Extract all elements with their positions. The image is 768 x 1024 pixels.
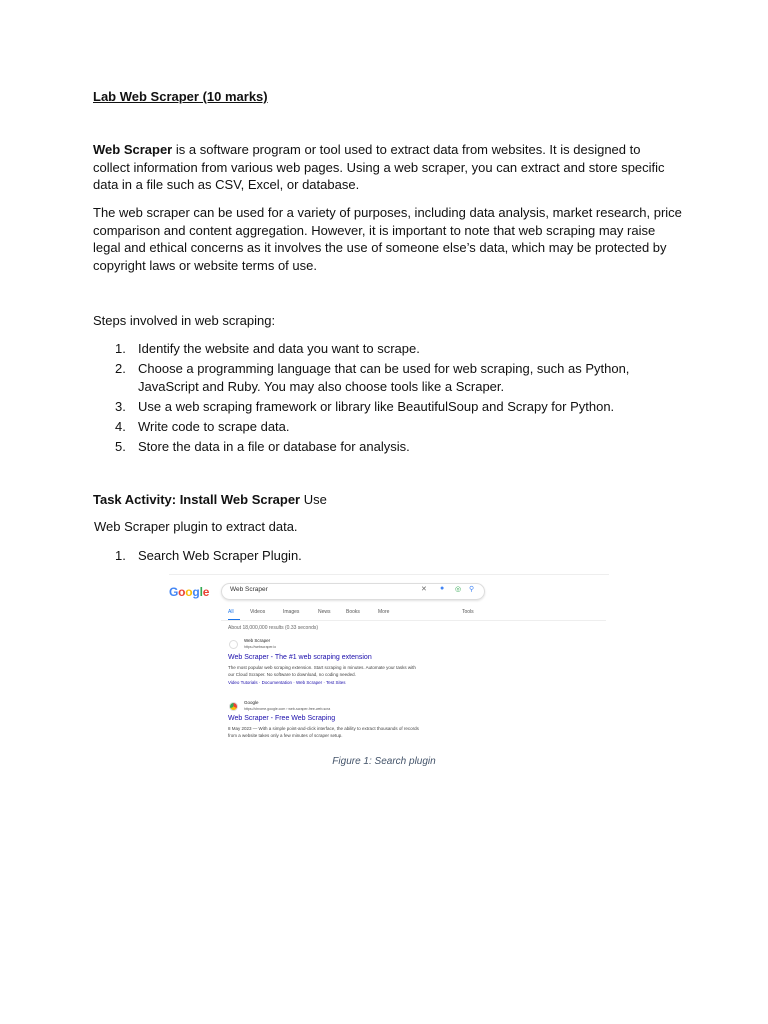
result-snippet: [228, 725, 478, 739]
google-logo: Google: [169, 585, 210, 599]
step-number: 4.: [115, 418, 126, 434]
lens-icon: ◎: [455, 586, 462, 593]
purpose-line-1: The web scraper can be used for a variety of purposes, including data analysis, market research, price: [93, 205, 682, 220]
list-item: [93, 340, 713, 358]
step-number: 3.: [115, 398, 126, 414]
step-text: Write code to scrape data.: [138, 418, 290, 434]
task-description: Web Scraper plugin to extract data.: [94, 519, 298, 534]
steps-list: [93, 340, 713, 458]
purpose-paragraph: [93, 204, 693, 274]
purpose-line-2: comparison and content aggregation. However, it is important to note that web scraping may raise: [93, 222, 656, 238]
task-steps-list: [93, 547, 713, 567]
result-snippet-line: from a website takes only a few minutes of scraper setup.: [228, 733, 343, 738]
step-number: 1.: [115, 341, 126, 356]
step-text: Use a web scraping framework or library like BeautifulSoup and Scrapy for Python.: [138, 398, 615, 414]
webscraper-favicon-icon: [229, 640, 238, 649]
document-title: Lab Web Scraper (10 marks): [93, 89, 268, 104]
result-url: https://chrome.google.com › web-scraper-free-web-scra: [244, 707, 331, 711]
intro-line-2: collect information from various web pages. Using a web scraper, you can extract and store specific: [93, 159, 665, 175]
steps-heading: Steps involved in web scraping:: [93, 313, 276, 328]
figure-caption: Figure 1: Search plugin: [332, 756, 436, 767]
step-number: 5.: [115, 438, 126, 454]
tab-all: All: [228, 609, 234, 615]
step-text: Search Web Scraper Plugin.: [138, 548, 302, 563]
search-icon: ⚲: [469, 586, 475, 593]
clear-icon: ✕: [421, 586, 427, 593]
intro-line-1-rest: is a software program or tool used to extract data from websites. It is designed to: [172, 142, 641, 157]
tab-books: Books: [346, 609, 360, 615]
tab-more: More: [378, 609, 390, 615]
result-snippet-line: 8 May 2023 — With a simple point-and-click interface, the ability to extract thousands of records: [228, 726, 419, 731]
tab-images: Images: [283, 609, 300, 615]
list-item: [93, 547, 713, 565]
task-heading-rest: Use: [300, 492, 327, 507]
intro-line-1: [93, 141, 693, 159]
list-item: [93, 438, 713, 456]
step-text: Identify the website and data you want to scrape.: [138, 341, 420, 356]
tab-videos: Videos: [250, 609, 266, 615]
search-screenshot-figure: [169, 574, 609, 749]
step-number: 1.: [115, 548, 126, 563]
list-item: [93, 418, 713, 436]
step-text: Choose a programming language that can be used for web scraping, such as Python,: [138, 361, 630, 376]
search-input: [221, 583, 485, 600]
microphone-icon: ●: [440, 585, 445, 592]
step-text: Store the data in a file or database for analysis.: [138, 438, 410, 454]
tab-tools: Tools: [462, 609, 474, 615]
screenshot-border: [169, 574, 609, 575]
list-item: [93, 360, 713, 395]
result-site: Google: [244, 700, 259, 705]
tabs-divider: [221, 620, 606, 621]
result-url: https://webscraper.io: [244, 645, 277, 649]
result-snippet-line: The most popular web scraping extension. Start scraping in minutes. Automate your tasks with: [228, 665, 416, 670]
result-snippet-line: our Cloud Scraper. No software to download, no coding needed.: [228, 672, 356, 677]
result-title-link: Web Scraper - The #1 web scraping extension: [228, 654, 372, 661]
purpose-line-4: copyright laws or website terms of use.: [93, 257, 317, 273]
result-title-link: Web Scraper - Free Web Scraping: [228, 715, 336, 722]
step-number: 2.: [115, 361, 126, 376]
result-stats: About 18,000,000 results (0.33 seconds): [228, 625, 319, 631]
result-sitelinks: Video Tutorials · Documentation · Web Scraper · Test Sites: [228, 680, 346, 685]
intro-bold-term: Web Scraper: [93, 142, 173, 157]
tab-news: News: [318, 609, 331, 615]
intro-paragraph: [93, 141, 693, 194]
search-query: Web Scraper: [230, 586, 268, 593]
purpose-line-3: legal and ethical concerns as it involves the use of someone else’s data, which may be protected by: [93, 240, 667, 255]
result-site: Web Scraper: [244, 638, 271, 643]
chrome-favicon-icon: [229, 702, 238, 711]
task-heading: [93, 491, 327, 509]
result-snippet: [228, 664, 478, 678]
intro-line-3: data in a file such as CSV, Excel, or database.: [93, 177, 360, 192]
step-text-continued: JavaScript and Ruby. You may also choose tools like a Scraper.: [138, 378, 505, 394]
list-item: [93, 398, 713, 416]
search-tabs: [228, 609, 478, 619]
task-heading-bold: Task Activity: Install Web Scraper: [93, 492, 301, 507]
